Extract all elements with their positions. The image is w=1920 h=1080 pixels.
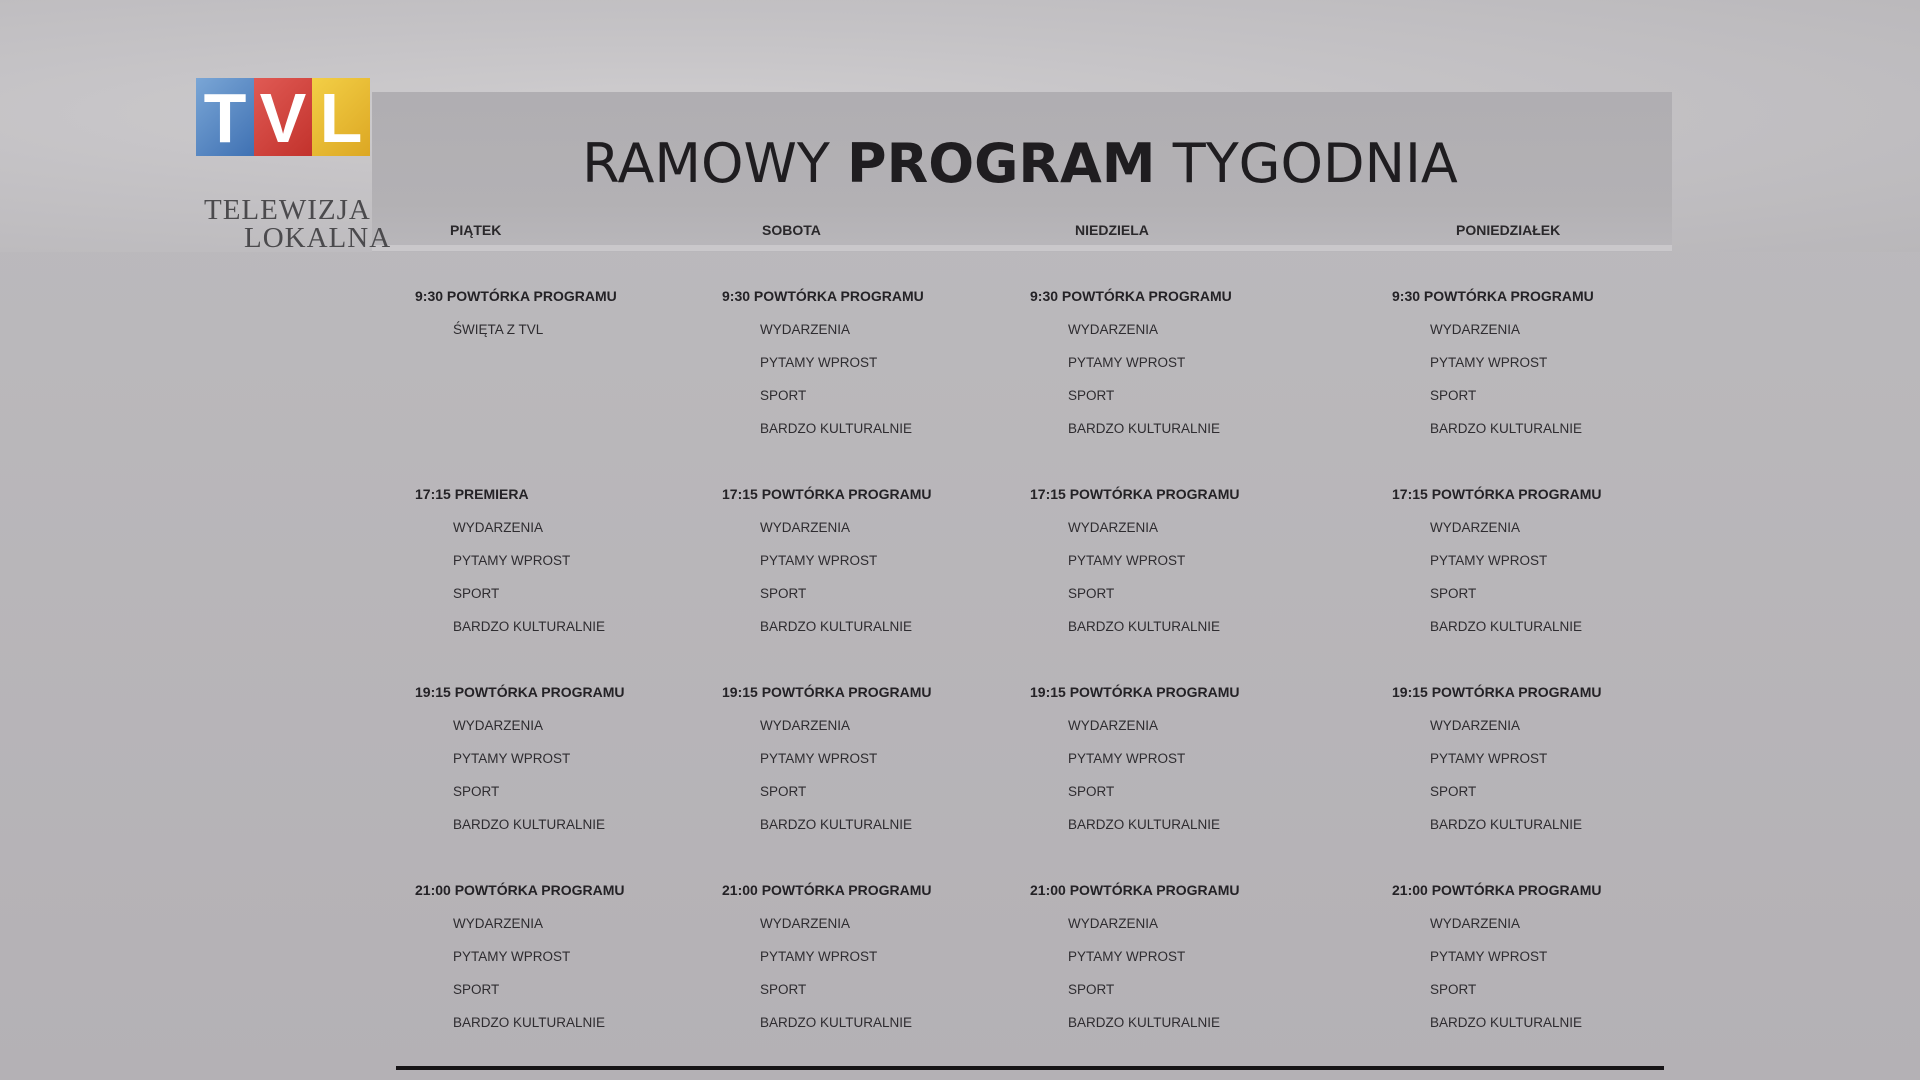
program-item: PYTAMY WPROST: [760, 751, 878, 766]
block-time-title: 17:15 PREMIERA: [415, 486, 529, 502]
day-header: SOBOTA: [762, 222, 821, 238]
program-item: BARDZO KULTURALNIE: [1430, 421, 1583, 436]
program-item: BARDZO KULTURALNIE: [1068, 1015, 1221, 1030]
block-time-title: 21:00 POWTÓRKA PROGRAMU: [1030, 882, 1240, 898]
program-item: SPORT: [1068, 982, 1115, 997]
program-item: PYTAMY WPROST: [1430, 553, 1548, 568]
program-item: SPORT: [453, 982, 500, 997]
program-item: PYTAMY WPROST: [760, 949, 878, 964]
program-item: PYTAMY WPROST: [760, 553, 878, 568]
program-item: WYDARZENIA: [1430, 520, 1521, 535]
program-item: PYTAMY WPROST: [1068, 355, 1186, 370]
program-block: [722, 874, 1022, 1039]
program-block: [415, 478, 715, 643]
program-item: PYTAMY WPROST: [760, 355, 878, 370]
program-item: WYDARZENIA: [1068, 916, 1159, 931]
program-item: SPORT: [1068, 586, 1115, 601]
program-item: WYDARZENIA: [760, 916, 851, 931]
program-item: BARDZO KULTURALNIE: [1430, 1015, 1583, 1030]
program-item: WYDARZENIA: [760, 718, 851, 733]
program-item: SPORT: [453, 784, 500, 799]
program-block: [1392, 676, 1692, 841]
program-item: WYDARZENIA: [1068, 322, 1159, 337]
block-time-title: 17:15 POWTÓRKA PROGRAMU: [722, 486, 932, 502]
program-item: SPORT: [453, 586, 500, 601]
program-item: SPORT: [1068, 784, 1115, 799]
logo-block-blue: [196, 78, 254, 156]
program-block: [1030, 280, 1330, 445]
program-item: BARDZO KULTURALNIE: [1068, 817, 1221, 832]
program-item: BARDZO KULTURALNIE: [453, 619, 606, 634]
block-time-title: 9:30 POWTÓRKA PROGRAMU: [1030, 288, 1232, 304]
program-item: WYDARZENIA: [453, 718, 544, 733]
program-item: PYTAMY WPROST: [1068, 949, 1186, 964]
program-block: [722, 676, 1022, 841]
program-item: BARDZO KULTURALNIE: [1430, 817, 1583, 832]
program-block: [1392, 280, 1692, 445]
program-block: [1030, 478, 1330, 643]
program-block: [415, 280, 715, 346]
program-item: PYTAMY WPROST: [1068, 553, 1186, 568]
program-block: [1030, 874, 1330, 1039]
page-title: [480, 128, 1560, 200]
program-item: SPORT: [1430, 982, 1477, 997]
block-time-title: 17:15 POWTÓRKA PROGRAMU: [1030, 486, 1240, 502]
day-header: PIĄTEK: [450, 222, 502, 238]
program-item: BARDZO KULTURALNIE: [453, 817, 606, 832]
logo-letter-t: T: [203, 79, 247, 157]
program-item: WYDARZENIA: [1068, 718, 1159, 733]
program-item: WYDARZENIA: [1430, 718, 1521, 733]
title-part-3: TYGODNIA: [1172, 132, 1458, 195]
program-item: BARDZO KULTURALNIE: [453, 1015, 606, 1030]
block-time-title: 21:00 POWTÓRKA PROGRAMU: [1392, 882, 1602, 898]
program-item: SPORT: [1430, 784, 1477, 799]
program-item: PYTAMY WPROST: [453, 949, 571, 964]
program-block: [415, 676, 715, 841]
program-block: [722, 280, 1022, 445]
program-item: WYDARZENIA: [453, 520, 544, 535]
program-item: WYDARZENIA: [1430, 322, 1521, 337]
logo-letter-l: L: [319, 79, 363, 157]
header-divider: [372, 245, 1672, 251]
program-item: PYTAMY WPROST: [1430, 355, 1548, 370]
block-time-title: 21:00 POWTÓRKA PROGRAMU: [415, 882, 625, 898]
block-time-title: 9:30 POWTÓRKA PROGRAMU: [1392, 288, 1594, 304]
program-item: SPORT: [760, 586, 807, 601]
program-item: WYDARZENIA: [453, 916, 544, 931]
program-item: BARDZO KULTURALNIE: [1430, 619, 1583, 634]
program-item: BARDZO KULTURALNIE: [760, 421, 913, 436]
program-item: SPORT: [1068, 388, 1115, 403]
block-time-title: 21:00 POWTÓRKA PROGRAMU: [722, 882, 932, 898]
program-block: [1030, 676, 1330, 841]
day-header: NIEDZIELA: [1075, 222, 1149, 238]
program-item: WYDARZENIA: [1430, 916, 1521, 931]
program-block: [1392, 478, 1692, 643]
program-item: PYTAMY WPROST: [1430, 751, 1548, 766]
bottom-divider: [396, 1066, 1664, 1070]
program-item: BARDZO KULTURALNIE: [1068, 421, 1221, 436]
program-block: [722, 478, 1022, 643]
logo-letter-v: V: [259, 79, 307, 157]
block-time-title: 17:15 POWTÓRKA PROGRAMU: [1392, 486, 1602, 502]
program-item: ŚWIĘTA Z TVL: [453, 322, 544, 337]
block-time-title: 9:30 POWTÓRKA PROGRAMU: [722, 288, 924, 304]
program-item: SPORT: [1430, 586, 1477, 601]
program-item: PYTAMY WPROST: [453, 751, 571, 766]
block-time-title: 19:15 POWTÓRKA PROGRAMU: [722, 684, 932, 700]
program-item: SPORT: [1430, 388, 1477, 403]
logo-line-1: TELEWIZJA: [204, 194, 371, 226]
program-item: WYDARZENIA: [760, 322, 851, 337]
block-time-title: 19:15 POWTÓRKA PROGRAMU: [415, 684, 625, 700]
program-item: BARDZO KULTURALNIE: [760, 619, 913, 634]
program-item: PYTAMY WPROST: [1430, 949, 1548, 964]
day-header: PONIEDZIAŁEK: [1456, 222, 1561, 238]
program-item: BARDZO KULTURALNIE: [760, 1015, 913, 1030]
program-item: BARDZO KULTURALNIE: [1068, 619, 1221, 634]
program-item: WYDARZENIA: [1068, 520, 1159, 535]
block-time-title: 19:15 POWTÓRKA PROGRAMU: [1392, 684, 1602, 700]
logo-blocks: [196, 78, 370, 156]
program-item: PYTAMY WPROST: [1068, 751, 1186, 766]
program-item: WYDARZENIA: [760, 520, 851, 535]
block-time-title: 9:30 POWTÓRKA PROGRAMU: [415, 288, 617, 304]
title-part-2: PROGRAM: [847, 132, 1156, 195]
title-part-1: RAMOWY: [582, 132, 830, 195]
block-time-title: 19:15 POWTÓRKA PROGRAMU: [1030, 684, 1240, 700]
tvl-logo: [196, 78, 392, 256]
program-item: SPORT: [760, 982, 807, 997]
program-item: BARDZO KULTURALNIE: [760, 817, 913, 832]
program-item: PYTAMY WPROST: [453, 553, 571, 568]
program-block: [415, 874, 715, 1039]
logo-line-2: LOKALNA: [244, 222, 392, 254]
program-block: [1392, 874, 1692, 1039]
program-item: SPORT: [760, 388, 807, 403]
logo-block-red: [254, 78, 312, 156]
logo-block-yellow: [312, 78, 370, 156]
program-item: SPORT: [760, 784, 807, 799]
